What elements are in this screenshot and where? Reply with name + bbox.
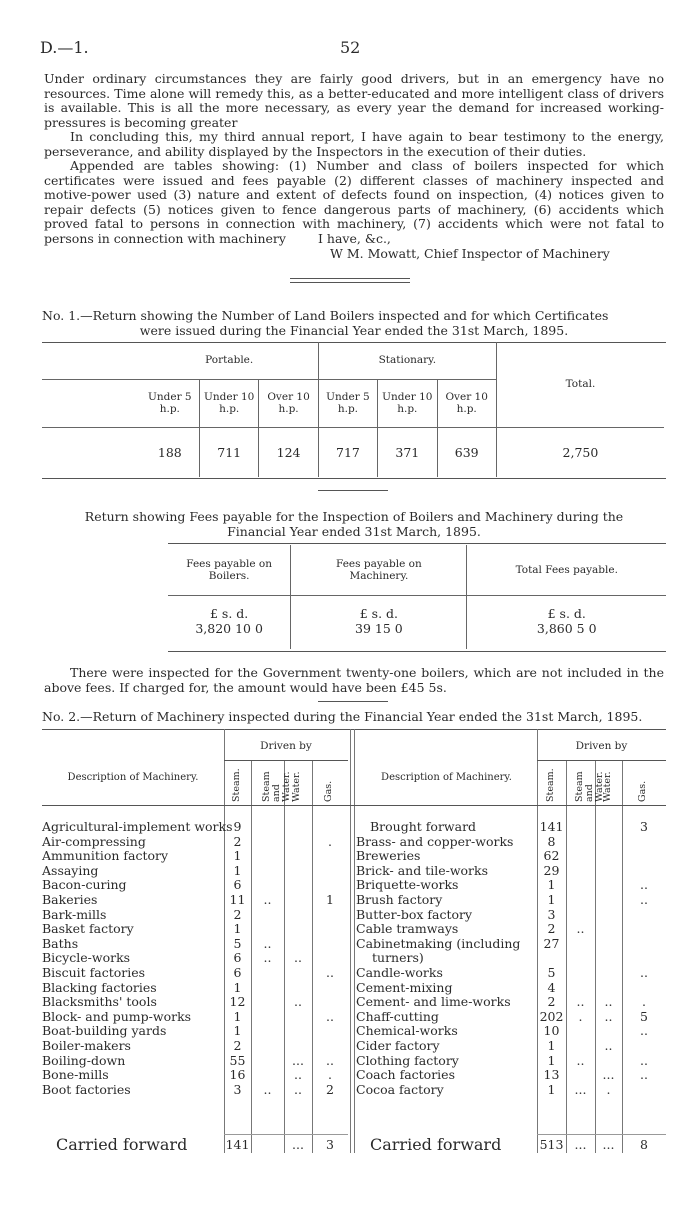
machinery-cell-gas: 5 xyxy=(640,1008,648,1024)
machinery-cell-sw xyxy=(251,1068,284,1082)
machinery-cell-water xyxy=(284,966,312,980)
machinery-row-name: Basket factory xyxy=(42,921,134,937)
power-header-3: Gas. xyxy=(637,780,648,802)
col-stationary-over10: Over 10 h.p. xyxy=(437,379,496,427)
machinery-cell-water xyxy=(284,864,312,878)
fees-boilers-header: Fees payable on Boilers. xyxy=(186,557,273,582)
machinery-cell-gas xyxy=(312,951,348,965)
machinery-cell-steam: 5 xyxy=(233,935,242,951)
fees-machinery-header: Fees payable on Machinery. xyxy=(291,545,467,595)
power-header-0: Steam. xyxy=(230,768,242,802)
machinery-row-name: Cocoa factory xyxy=(356,1081,444,1097)
driven-by-header: Driven by xyxy=(260,740,312,752)
machinery-cell-water xyxy=(595,951,622,965)
machinery-cell-steam: 3 xyxy=(233,1081,242,1097)
machinery-cell-water: .. xyxy=(604,994,613,1010)
machinery-row-name: Cement-mixing xyxy=(356,979,453,995)
machinery-table-title: No. 2.—Return of Machinery inspected during the Financial Year ended the 31st March, 1895. xyxy=(42,709,643,724)
divider xyxy=(318,701,388,702)
total-label: Total. xyxy=(496,342,664,427)
machinery-row-name: Boiler-makers xyxy=(42,1038,131,1053)
machinery-cell-steam: 1 xyxy=(547,1052,556,1068)
value-stationary-over10: 639 xyxy=(437,427,496,477)
machinery-cell-gas xyxy=(622,1039,666,1053)
machinery-cell-steam: 3 xyxy=(547,906,556,922)
machinery-cell-gas xyxy=(622,835,666,849)
machinery-cell-gas xyxy=(312,849,348,863)
machinery-cell-steam: 16 xyxy=(229,1067,246,1083)
machinery-cell-gas xyxy=(622,1083,666,1097)
machinery-row-name: Baths xyxy=(42,935,79,951)
machinery-row-name: Brass- and copper-works xyxy=(356,833,514,849)
value-stationary-under10: 371 xyxy=(378,427,437,477)
machinery-cell-steam: 5 xyxy=(547,965,556,980)
machinery-cell-sw xyxy=(251,835,284,849)
closing: I have, &c., xyxy=(318,231,391,246)
machinery-row-name: Bicycle-works xyxy=(42,950,131,966)
machinery-cell-steam: 1 xyxy=(233,862,242,878)
machinery-cell-sw xyxy=(566,864,595,878)
machinery-cell-water xyxy=(595,835,622,849)
column-divider xyxy=(354,729,355,1153)
machinery-row-name: Boot factories xyxy=(42,1081,131,1097)
machinery-cell-steam: 8 xyxy=(547,833,556,849)
machinery-cell-gas xyxy=(312,922,348,936)
machinery-cell-steam: 1 xyxy=(233,921,242,937)
machinery-row-name: Cider factory xyxy=(356,1038,440,1053)
table2-top-rule xyxy=(168,543,666,544)
machinery-cell-steam: 1 xyxy=(233,979,242,995)
machinery-cell-gas: 3 xyxy=(640,819,648,834)
machinery-cell-steam: 1 xyxy=(547,1081,556,1097)
machinery-cell-sw xyxy=(251,1039,284,1053)
machinery-cell-water: .. xyxy=(294,1067,302,1083)
fees-boilers-value: 3,820 10 0 xyxy=(195,620,263,636)
machinery-cell-steam: 1 xyxy=(233,1008,242,1024)
carried-forward-gas: 3 xyxy=(326,1137,334,1152)
machinery-cell-steam: 4 xyxy=(547,979,556,995)
carried-forward-water: ... xyxy=(292,1137,304,1152)
machinery-row-name: Assaying xyxy=(42,862,99,878)
machinery-cell-water xyxy=(595,922,622,936)
machinery-cell-sw xyxy=(251,908,284,922)
machinery-row-name: Briquette-works xyxy=(356,877,459,893)
machinery-row-name: Chaff-cutting xyxy=(356,1008,439,1024)
table1-bottom-rule xyxy=(42,478,666,479)
fees-table xyxy=(168,545,666,649)
machinery-row-name: Brought forward xyxy=(370,819,477,834)
machinery-cell-gas xyxy=(312,864,348,878)
machinery-cell-gas: .. xyxy=(640,965,648,980)
machinery-cell-gas xyxy=(622,937,666,951)
machinery-cell-sw xyxy=(251,1024,284,1038)
machinery-cell-gas xyxy=(622,864,666,878)
machinery-row-name: Chemical-works xyxy=(356,1023,458,1039)
machinery-cell-steam: 55 xyxy=(229,1052,246,1068)
machinery-cell-steam: 2 xyxy=(233,1038,242,1053)
machinery-cell-steam: 62 xyxy=(543,848,560,864)
carried-forward-label: Carried forward xyxy=(56,1135,188,1154)
machinery-cell-water xyxy=(595,849,622,863)
table2-heading-line1: Return showing Fees payable for the Inspection of Boilers and Machinery during the xyxy=(84,509,624,524)
table1-heading-line1: No. 1.—Return showing the Number of Land Boilers inspected and for which Certificates xyxy=(42,308,609,323)
machinery-cell-water xyxy=(284,835,312,849)
machinery-cell-water xyxy=(284,1024,312,1038)
col-stationary-under5: Under 5 h.p. xyxy=(318,379,377,427)
machinery-cell-water xyxy=(595,864,622,878)
machinery-cell-water: ... xyxy=(602,1067,615,1083)
machinery-cell-gas: .. xyxy=(640,1067,648,1083)
carried-forward-steam: 141 xyxy=(225,1137,250,1152)
machinery-row-name: Candle-works xyxy=(356,965,443,980)
divider xyxy=(318,490,388,491)
fees-total-units: £ s. d. xyxy=(467,595,666,621)
carried-forward-sw: ... xyxy=(574,1137,587,1152)
fees-total-value: 3,860 5 0 xyxy=(467,621,666,649)
machinery-cell-water xyxy=(595,1054,622,1068)
machinery-cell-sw xyxy=(566,849,595,863)
machinery-cell-sw: .. xyxy=(576,1052,585,1068)
machinery-cell-steam: 13 xyxy=(543,1067,560,1083)
machinery-cell-sw xyxy=(566,937,595,951)
fees-boilers-units: £ s. d. xyxy=(210,605,249,621)
description-header: Description of Machinery. xyxy=(67,772,199,783)
machinery-cell-gas: .. xyxy=(326,1052,334,1068)
machinery-cell-water: .. xyxy=(604,1038,613,1053)
machinery-cell-sw xyxy=(566,951,595,965)
machinery-cell-sw xyxy=(566,878,595,892)
document-reference: D.—1. xyxy=(40,38,89,57)
machinery-cell-water xyxy=(595,878,622,892)
machinery-cell-steam: 1 xyxy=(233,1023,242,1039)
value-portable-over10: 124 xyxy=(259,427,318,477)
carried-forward-label: Carried forward xyxy=(370,1135,502,1154)
value-portable-under10: 711 xyxy=(200,427,259,477)
machinery-cell-sw: .. xyxy=(263,935,272,951)
fees-machinery-value: 39 15 0 xyxy=(291,621,467,649)
machinery-row-name: Ammunition factory xyxy=(42,848,169,864)
machinery-cell-gas: .. xyxy=(640,1023,648,1039)
machinery-row-name: Block- and pump-works xyxy=(42,1008,192,1024)
machinery-row-name: Bone-mills xyxy=(42,1067,109,1083)
machinery-row-name: Air-compressing xyxy=(42,833,146,849)
machinery-cell-gas: .. xyxy=(640,877,648,893)
signature: W M. Mowatt, Chief Inspector of Machinery xyxy=(330,246,610,261)
total-rule xyxy=(224,1134,348,1135)
machinery-cell-gas: .. xyxy=(326,965,334,980)
machinery-cell-sw xyxy=(566,981,595,995)
machinery-cell-steam: 6 xyxy=(233,965,242,980)
machinery-cell-steam: 6 xyxy=(233,950,242,966)
divider xyxy=(290,282,410,283)
machinery-row-name: Butter-box factory xyxy=(356,906,473,922)
machinery-cell-steam: 1 xyxy=(547,892,556,907)
machinery-cell-gas xyxy=(312,1024,348,1038)
value-stationary-under5: 717 xyxy=(318,427,377,477)
machinery-cell-steam: 1 xyxy=(547,877,556,893)
machinery-row-name: Brush factory xyxy=(356,892,443,907)
machinery-cell-sw: .. xyxy=(263,1081,272,1097)
machinery-row-name: Blacking factories xyxy=(42,979,157,995)
machinery-row-name: Bark-mills xyxy=(42,906,107,922)
machinery-row-name: Bacon-curing xyxy=(42,877,127,893)
machinery-cell-water xyxy=(284,908,312,922)
table2-bottom-rule xyxy=(168,651,666,652)
carried-forward-sw xyxy=(251,1138,284,1152)
machinery-cell-gas: .. xyxy=(640,1052,648,1068)
machinery-cell-water xyxy=(595,908,622,922)
machinery-cell-gas: .. xyxy=(640,892,648,907)
machinery-cell-water: ... xyxy=(292,1052,304,1068)
machinery-cell-steam: 11 xyxy=(229,892,246,907)
machinery-cell-water xyxy=(284,878,312,892)
paragraph-concluding: In concluding this, my third annual report, I have again to bear testimony to the energy, perseverance, and ability displayed by the Inspectors in the execution of their duties. xyxy=(44,129,664,159)
machinery-cell-gas: 1 xyxy=(326,892,334,907)
page-number: 52 xyxy=(340,38,361,57)
machinery-cell-sw: ... xyxy=(574,1081,587,1097)
fees-total-header: Total Fees payable. xyxy=(467,545,666,595)
machinery-cell-water: . xyxy=(606,1081,611,1097)
machinery-cell-water xyxy=(595,966,622,980)
machinery-cell-sw xyxy=(566,966,595,980)
machinery-cell-steam: 1 xyxy=(547,1038,556,1053)
machinery-cell-gas xyxy=(622,908,666,922)
machinery-cell-sw: .. xyxy=(263,950,272,966)
machinery-cell-water xyxy=(284,937,312,951)
machinery-cell-sw xyxy=(251,820,284,834)
machinery-row-name: turners) xyxy=(372,950,424,966)
machinery-cell-steam xyxy=(537,951,566,965)
machinery-cell-steam: 10 xyxy=(543,1023,560,1039)
machinery-cell-sw xyxy=(251,1010,284,1024)
machinery-cell-water: .. xyxy=(294,994,302,1010)
carried-forward-gas: 8 xyxy=(640,1137,648,1152)
machinery-cell-steam: 9 xyxy=(233,819,242,834)
machinery-cell-sw: .. xyxy=(576,921,585,937)
description-header: Description of Machinery. xyxy=(381,772,512,783)
machinery-cell-sw xyxy=(251,849,284,863)
machinery-header-rule xyxy=(42,805,666,806)
machinery-cell-sw: . xyxy=(578,1008,583,1024)
machinery-cell-sw xyxy=(251,995,284,1009)
machinery-cell-gas: . xyxy=(328,1067,332,1083)
machinery-row-name: Boat-building yards xyxy=(42,1023,167,1039)
machinery-cell-water xyxy=(595,981,622,995)
government-boilers-note: There were inspected for the Government twenty-one boilers, which are not included in the above fees. If charged for, the amount would have been £45 5s. xyxy=(44,665,664,695)
machinery-row-name: Biscuit factories xyxy=(42,965,146,980)
machinery-cell-gas: . xyxy=(642,994,646,1010)
machinery-row-name: Cabinetmaking (including xyxy=(356,935,521,951)
machinery-cell-sw xyxy=(251,922,284,936)
machinery-cell-gas xyxy=(622,922,666,936)
machinery-cell-water: .. xyxy=(604,1008,613,1024)
machinery-cell-sw xyxy=(566,893,595,907)
column-divider xyxy=(350,729,351,1153)
col-portable-under10: Under 10 h.p. xyxy=(200,379,259,427)
power-header-1: Steam and Water. xyxy=(260,771,292,802)
machinery-cell-steam: 141 xyxy=(539,819,564,834)
machinery-cell-gas xyxy=(312,908,348,922)
machinery-cell-sw xyxy=(566,1068,595,1082)
fees-machinery-units: £ s. d. xyxy=(291,595,467,621)
machinery-cell-water xyxy=(284,1039,312,1053)
machinery-row-name: Blacksmiths' tools xyxy=(42,994,157,1010)
machinery-cell-gas xyxy=(312,995,348,1009)
stationary-group-label: Stationary. xyxy=(318,342,496,379)
machinery-cell-steam: 2 xyxy=(233,833,242,849)
machinery-cell-gas: . xyxy=(328,833,332,849)
machinery-row-name: Cable tramways xyxy=(356,921,459,937)
machinery-cell-gas xyxy=(622,981,666,995)
machinery-cell-sw xyxy=(566,908,595,922)
portable-group-label: Portable. xyxy=(205,354,254,367)
driven-by-rule xyxy=(537,760,666,761)
machinery-cell-steam: 12 xyxy=(229,994,246,1010)
machinery-cell-water xyxy=(595,820,622,834)
machinery-cell-steam: 6 xyxy=(233,877,242,893)
machinery-cell-sw xyxy=(251,966,284,980)
divider xyxy=(290,278,410,279)
carried-forward-water: ... xyxy=(602,1137,615,1152)
machinery-row-name: Coach factories xyxy=(356,1067,455,1083)
power-header-3: Gas. xyxy=(323,780,334,802)
machinery-cell-water xyxy=(595,1024,622,1038)
machinery-cell-steam: 1 xyxy=(233,848,242,864)
machinery-cell-water xyxy=(595,893,622,907)
power-header-2: Water. xyxy=(291,771,302,802)
machinery-cell-gas xyxy=(312,1039,348,1053)
col-portable-over10: Over 10 h.p. xyxy=(259,379,318,427)
machinery-cell-gas xyxy=(622,849,666,863)
paragraph-drivers: Under ordinary circumstances they are fairly good drivers, but in an emergency have no resources. Time alone will remedy this, as a better-educated and more intelligent class of drivers is available. This is all the more necessary, as every year the demand for increased working-pressures is becoming greater xyxy=(44,71,664,130)
driven-by-rule xyxy=(224,760,348,761)
machinery-cell-gas xyxy=(312,981,348,995)
machinery-row-name: Boiling-down xyxy=(42,1052,126,1068)
machinery-cell-sw xyxy=(566,835,595,849)
machinery-cell-water xyxy=(284,820,312,834)
driven-by-header: Driven by xyxy=(575,740,628,752)
machinery-cell-sw xyxy=(251,878,284,892)
value-portable-under5: 188 xyxy=(157,444,182,460)
carried-forward-steam: 513 xyxy=(539,1137,564,1152)
machinery-cell-sw xyxy=(251,981,284,995)
machinery-cell-water xyxy=(284,922,312,936)
machinery-cell-gas xyxy=(312,820,348,834)
total-rule xyxy=(537,1134,666,1135)
machinery-cell-sw xyxy=(566,820,595,834)
col-portable-under5: Under 5 h.p. xyxy=(141,379,200,427)
machinery-cell-water xyxy=(284,849,312,863)
value-total: 2,750 xyxy=(496,427,664,477)
power-header-1: Steam and Water. xyxy=(573,771,605,802)
machinery-row-name: Breweries xyxy=(356,848,421,864)
machinery-cell-sw xyxy=(566,1039,595,1053)
machinery-cell-steam: 202 xyxy=(539,1008,564,1024)
machinery-cell-water: .. xyxy=(294,950,302,966)
paragraph-appended: Appended are tables showing: (1) Number and class of boilers inspected for which certificates were issued and fees payable (2) different classes of machinery inspected and motive-power used (3) nature and extent of defects found on inspection, (4) notices given to repair defects (5) notices given to fence dangerous parts of machinery, (6) accidents which proved fatal to persons in connection with machinery, (7) accidents which were not fatal to persons in connection with machinery xyxy=(44,158,664,246)
boilers-table xyxy=(42,342,664,477)
machinery-cell-water xyxy=(284,981,312,995)
machinery-row-name: Agricultural-implement works xyxy=(42,819,233,834)
machinery-cell-steam: 29 xyxy=(543,862,560,878)
machinery-cell-gas: 2 xyxy=(326,1081,334,1097)
machinery-cell-sw: .. xyxy=(263,892,272,907)
machinery-cell-gas xyxy=(312,878,348,892)
col-stationary-under10: Under 10 h.p. xyxy=(378,379,437,427)
table2-heading-line2: Financial Year ended 31st March, 1895. xyxy=(227,524,481,539)
machinery-cell-sw xyxy=(566,1024,595,1038)
machinery-row-name: Bakeries xyxy=(42,892,98,907)
power-header-0: Steam. xyxy=(544,768,556,802)
machinery-row-name: Clothing factory xyxy=(356,1052,459,1068)
power-header-2: Water. xyxy=(601,771,613,802)
machinery-cell-sw xyxy=(251,864,284,878)
machinery-cell-water xyxy=(284,893,312,907)
machinery-cell-gas: .. xyxy=(326,1008,334,1024)
machinery-cell-steam: 2 xyxy=(547,921,556,937)
machinery-cell-gas xyxy=(312,937,348,951)
machinery-cell-steam: 2 xyxy=(233,906,242,922)
machinery-cell-water xyxy=(595,937,622,951)
machinery-cell-water xyxy=(284,1010,312,1024)
machinery-cell-steam: 27 xyxy=(543,935,560,951)
machinery-cell-steam: 2 xyxy=(547,994,556,1010)
machinery-cell-gas xyxy=(622,951,666,965)
machinery-row-name: Cement- and lime-works xyxy=(356,994,511,1010)
machinery-cell-water: .. xyxy=(294,1081,302,1097)
table1-heading-line2: were issued during the Financial Year ended the 31st March, 1895. xyxy=(139,323,569,338)
machinery-row-name: Brick- and tile-works xyxy=(356,862,489,878)
machinery-cell-sw: .. xyxy=(576,994,585,1010)
machinery-cell-sw xyxy=(251,1054,284,1068)
